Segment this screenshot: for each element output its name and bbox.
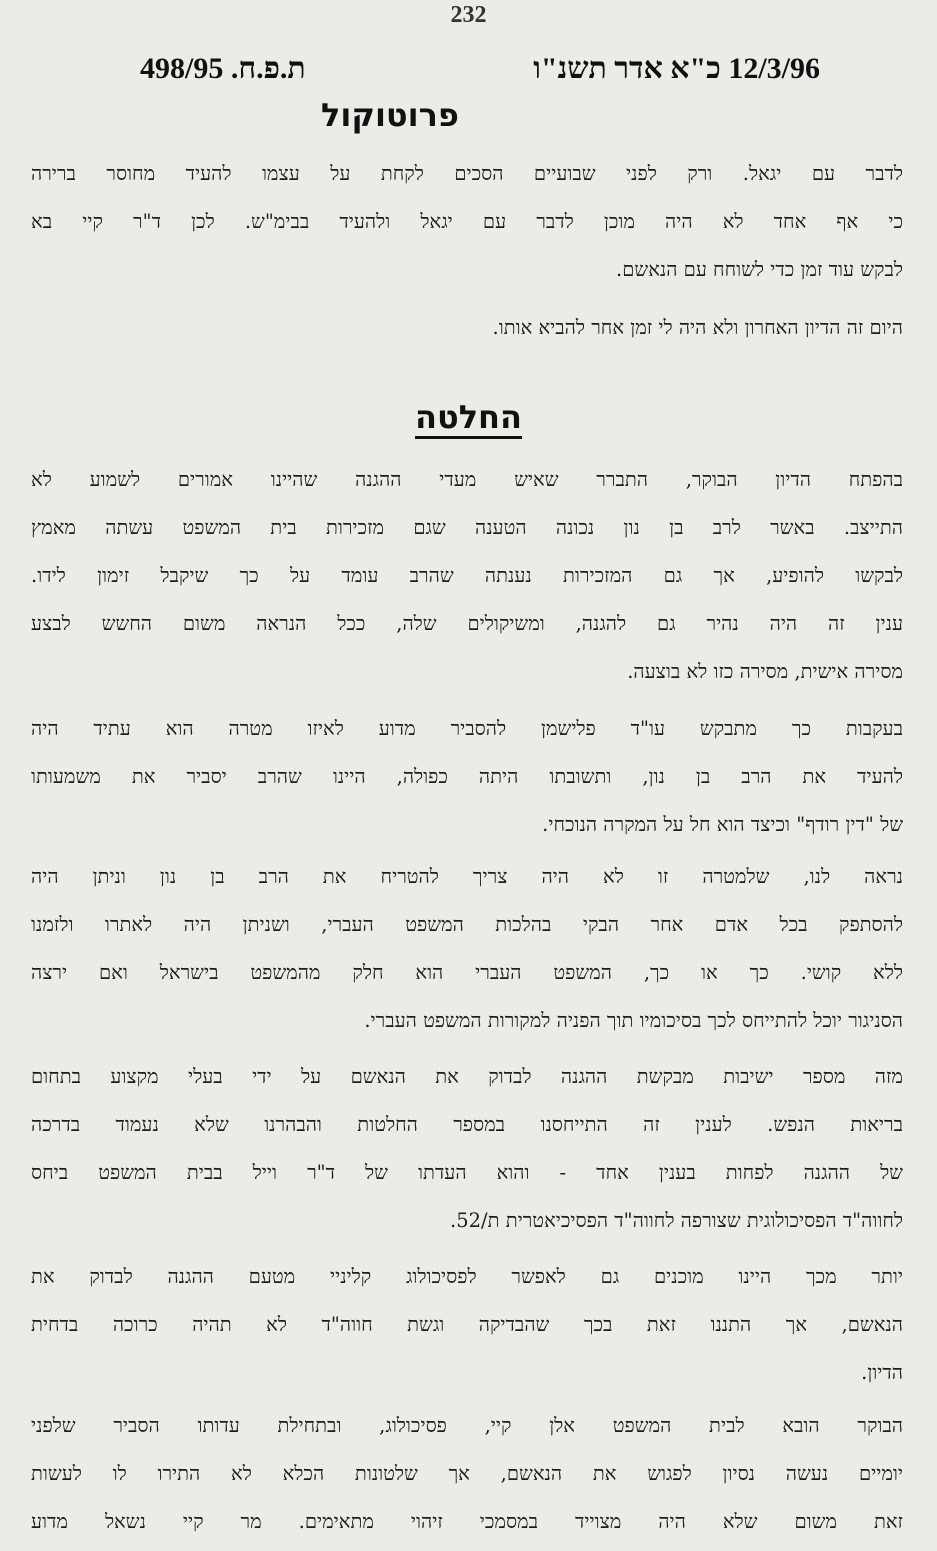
decision-paragraph-1	[31, 456, 903, 696]
text-line: ענין זה היה נהיר גם להגנה, ומשיקולים שלה, ככל הנראה משום החשש לבצע	[31, 612, 903, 635]
text-line: לבקשו להופיע, אך גם המזכירות נענתה שהרב עומד על כך שיקבל זימון לידו.	[31, 564, 903, 587]
case-number: ת.פ.ח. 498/95	[140, 52, 306, 85]
decision-paragraph-4	[31, 1053, 903, 1245]
text-line: זאת משום שלא היה מצוייד במסמכי זיהוי מתאימים. מר קיי נשאל מדוע	[31, 1510, 903, 1533]
text-line: הסניגור יוכל להתייחס לכך בסיכומיו תוך הפניה למקורות המשפט העברי.	[364, 1009, 903, 1032]
text-line: הנאשם, אך התננו זאת בכך שהבדיקה וגשת חווה"ד לא תהיה כרוכה בדחית	[31, 1313, 903, 1336]
text-line: של "דין רודף" וכיצד הוא חל על המקרה הנוכחי.	[542, 813, 903, 836]
text-line: לחווה"ד הפסיכולוגית שצורפה לחווה"ד הפסיכיאטרית ת/52.	[450, 1209, 903, 1232]
text-line: ללא קושי. כך או כך, המשפט העברי הוא חלק מהמשפט בישראל ואם ירצה	[31, 961, 903, 984]
decision-paragraph-2	[31, 705, 903, 849]
text-line: בעקבות כך מתבקש עו"ד פלישמן להסביר מדוע לאיזו מטרה הוא עתיד היה	[31, 717, 903, 740]
decision-paragraph-3	[31, 853, 903, 1045]
text-line: בריאות הנפש. לענין זה התייחסנו במספר החלטות והבהרנו שלא נעמוד בדרכה	[31, 1113, 903, 1136]
text-line: יומיים נעשה נסיון לפגוש את הנאשם, אך שלטונות הכלא לא התירו לו לעשות	[31, 1462, 903, 1485]
intro-paragraph-2	[31, 304, 903, 352]
text-line: של ההגנה לפחות בענין אחד - והוא העדתו של ד"ר וייל בבית המשפט ביחס	[31, 1161, 903, 1184]
text-line: יותר מכך היינו מוכנים גם לאפשר לפסיכולוג קליניי מטעם ההגנה לבדוק את	[31, 1265, 903, 1288]
text-line: להסתפק בכל אדם אחר הבקי בהלכות המשפט העברי, ושניתן היה לאתרו ולזמנו	[31, 913, 903, 936]
text-line: נראה לנו, שלמטרה זו לא היה צריך להטריח את הרב בן נון וניתן היה	[31, 865, 903, 888]
text-line: מזה מספר ישיבות מבקשת ההגנה לבדוק את הנאשם על ידי בעלי מקצוע בתחום	[31, 1065, 903, 1088]
page-number: 232	[450, 2, 487, 28]
text-line: התייצב. באשר לרב בן נון נכונה הטענה שגם מזכירות בית המשפט עשתה מאמץ	[31, 516, 903, 539]
text-line: לבקש עוד זמן כדי לשוחח עם הנאשם.	[616, 258, 903, 281]
decision-heading: החלטה	[414, 398, 523, 436]
text-line: להעיד את הרב בן נון, ותשובתו היתה כפולה, היינו שהרב יסביר את משמעותו	[31, 765, 903, 788]
date-gregorian: 12/3/96	[728, 52, 820, 85]
text-line: הדיון.	[861, 1361, 903, 1384]
intro-paragraph-1	[31, 150, 903, 294]
text-line: הבוקר הובא לבית המשפט אלן קיי, פסיכולוג, ובתחילת עדותו הסביר שלפני	[31, 1414, 903, 1437]
date-hebrew: כ"א אדר תשנ"ו	[533, 52, 721, 85]
text-line: מסירה אישית, מסירה כזו לא בוצעה.	[627, 660, 903, 683]
document-header	[140, 52, 820, 86]
decision-paragraph-5	[31, 1253, 903, 1397]
text-line: כי אף אחד לא היה מוכן לדבר עם יגאל ולהעיד בבימ"ש. לכן ד"ר קיי בא	[31, 210, 903, 233]
text-line: בהפתח הדיון הבוקר, התברר שאיש מעדי ההגנה שהיינו אמורים לשמוע לא	[31, 468, 903, 491]
header-date	[533, 52, 820, 86]
text-line: היום זה הדיון האחרון ולא היה לי זמן אחר להביא אותו.	[492, 316, 903, 339]
text-line: לדבר עם יגאל. ורק לפני שבועיים הסכים לקחת על עצמו להעיד מחוסר ברירה	[31, 162, 903, 185]
decision-paragraph-6	[31, 1402, 903, 1546]
document-title: פרוטוקול	[321, 96, 459, 134]
